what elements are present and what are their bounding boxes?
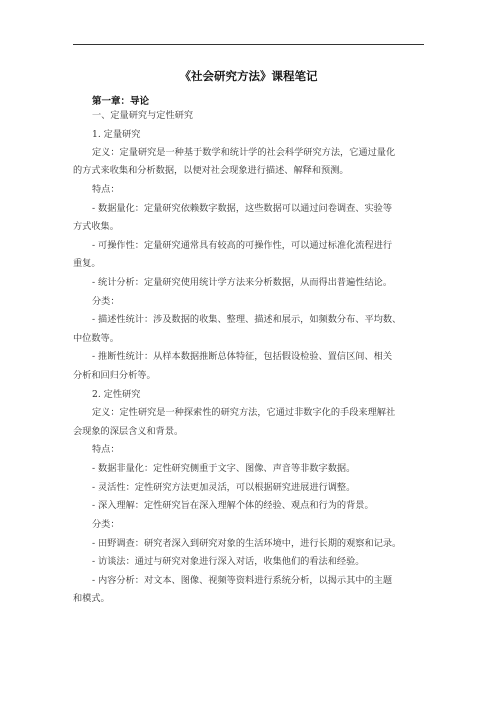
- list-item: 中位数等。: [73, 333, 119, 344]
- paragraph-line: 特点：: [92, 184, 120, 195]
- list-item: 方式收集。: [73, 221, 119, 232]
- list-item: 和模式。: [73, 593, 110, 604]
- list-item: - 深入理解：定性研究旨在深入理解个体的经验、观点和行为的背景。: [92, 500, 374, 511]
- paragraph-line: 定义：定性研究是一种探索性的研究方法，它通过非数字化的手段来理解社: [92, 407, 396, 418]
- list-item: - 描述性统计：涉及数据的收集、整理、描述和展示，如频数分布、平均数、: [92, 314, 402, 325]
- section-heading: 一、定量研究与定性研究: [92, 110, 194, 121]
- paragraph-line: 的方式来收集和分析数据，以便对社会现象进行描述、解释和预测。: [73, 165, 349, 176]
- paragraph-line: 分类：: [92, 296, 120, 307]
- subsection-heading: 2. 定性研究: [92, 389, 141, 400]
- list-item: - 推断性统计：从样本数据推断总体特征，包括假设检验、置信区间、相关: [92, 351, 393, 362]
- list-item: - 灵活性：定性研究方法更加灵活，可以根据研究进展进行调整。: [92, 482, 356, 493]
- list-item: 分析和回归分析等。: [73, 370, 156, 381]
- paragraph-line: 特点：: [92, 444, 120, 455]
- list-item: - 统计分析：定量研究使用统计学方法来分析数据，从而得出普遍性结论。: [92, 277, 393, 288]
- list-item: - 可操作性：定量研究通常具有较高的可操作性，可以通过标准化流程进行: [92, 240, 393, 251]
- list-item: - 数据非量化：定性研究侧重于文字、图像、声音等非数字数据。: [92, 463, 356, 474]
- document-title: 《社会研究方法》课程笔记: [179, 69, 318, 83]
- list-item: - 田野调查：研究者深入到研究对象的生活环境中，进行长期的观察和记录。: [92, 538, 402, 549]
- list-item: - 访谈法：通过与研究对象进行深入对话，收集他们的看法和经验。: [92, 556, 365, 567]
- list-item: - 数据量化：定量研究依赖数字数据，这些数据可以通过问卷调查、实验等: [92, 203, 393, 214]
- paragraph-line: 分类：: [92, 519, 120, 530]
- paragraph-line: 定义：定量研究是一种基于数学和统计学的社会科学研究方法，它通过量化: [92, 147, 396, 158]
- list-item: - 内容分析：对文本、图像、视频等资料进行系统分析，以揭示其中的主题: [92, 575, 393, 586]
- subsection-heading: 1. 定量研究: [92, 129, 141, 140]
- paragraph-line: 会现象的深层含义和背景。: [73, 426, 184, 437]
- chapter-heading: 第一章：导论: [92, 96, 150, 107]
- list-item: 重复。: [73, 258, 101, 269]
- header-rule: [73, 44, 424, 45]
